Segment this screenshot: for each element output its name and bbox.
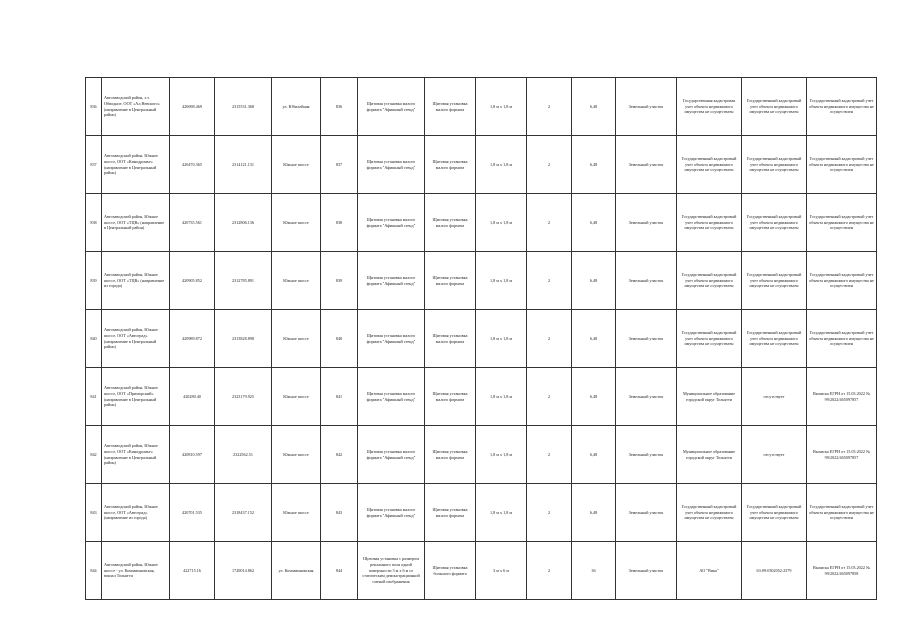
structure-kind-cell: Щитовая установка малого формата — [425, 194, 476, 252]
land-type-cell: Земельный участок — [616, 194, 677, 252]
structure-type-cell: Щитовая установка малого формата "Афишный стенд" — [358, 426, 425, 484]
row-number-cell: 837 — [86, 136, 102, 194]
table-row — [86, 368, 877, 426]
coord-y-cell: 1720014.862 — [215, 542, 272, 600]
structure-kind-cell: Щитовая установка малого формата — [425, 484, 476, 542]
area-cell: 6,48 — [572, 484, 616, 542]
table-row — [86, 542, 877, 600]
sides-cell: 2 — [527, 368, 572, 426]
row-number-cell: 843 — [86, 484, 102, 542]
street-cell: Южное шоссе — [272, 194, 321, 252]
coord-x-cell: 420735.561 — [170, 194, 215, 252]
size-cell: 1,8 м х 1,8 м — [476, 310, 527, 368]
table-row — [86, 484, 877, 542]
address-cell: Автозаводский район, Южное шоссе - ул. Комзавиновская, вокзал Тольятти — [102, 542, 170, 600]
cadastral-cell: отсутствует — [742, 426, 807, 484]
structure-code-cell: 843 — [321, 484, 358, 542]
area-cell: 6,48 — [572, 368, 616, 426]
structure-kind-cell: Щитовая установка малого формата — [425, 368, 476, 426]
area-cell: 6,48 — [572, 194, 616, 252]
land-type-cell: Земельный участок — [616, 368, 677, 426]
registry-cell: Государственный кадастровый учет объекта недвижимого имущества не осуществлен — [807, 136, 877, 194]
size-cell: 1,8 м х 1,8 м — [476, 368, 527, 426]
address-cell: Автозаводский район, з.т. Обводное, ООТ «Ал.Невского» (направление в Центральный район) — [102, 78, 170, 136]
land-type-cell: Земельный участок — [616, 310, 677, 368]
structure-type-cell: Щитовая установка малого формата "Афишный стенд" — [358, 368, 425, 426]
structure-kind-cell: Щитовая установка малого формата — [425, 252, 476, 310]
cadastral-cell: Государственный кадастровый учет объекта недвижимого имущества не осуществлен — [742, 194, 807, 252]
address-cell: Автозаводский район, Южное шоссе, ООТ «Автоград» (направление из города) — [102, 484, 170, 542]
row-number-cell: 844 — [86, 542, 102, 600]
coord-y-cell: 2312806.136 — [215, 194, 272, 252]
cadastral-cell: 63:09:0302052:2379 — [742, 542, 807, 600]
sides-cell: 2 — [527, 426, 572, 484]
structure-code-cell: 841 — [321, 368, 358, 426]
owner-cell: Государственная кадастровая учет объекта недвижимого имущества не осуществлен — [677, 78, 742, 136]
address-cell: Автозаводский район, Южное шоссе, ООТ «Автоград» (направление в Центральный район) — [102, 310, 170, 368]
cadastral-cell: отсутствует — [742, 368, 807, 426]
size-cell: 1,8 м х 1,8 м — [476, 484, 527, 542]
coord-x-cell: 420280.40 — [170, 368, 215, 426]
sides-cell: 2 — [527, 252, 572, 310]
land-type-cell: Земельный участок — [616, 78, 677, 136]
registry-cell: Выписка ЕГРН от 15.03.2022 № 99/2022/465097857 — [807, 368, 877, 426]
owner-cell: Государственный кадастровый учет объекта недвижимого имущества не осуществлен — [677, 484, 742, 542]
registry-cell: Государственный кадастровый учет объекта недвижимого имущества не осуществлен — [807, 194, 877, 252]
structure-kind-cell: Щитовая установка малого формата — [425, 426, 476, 484]
row-number-cell: 839 — [86, 252, 102, 310]
coord-y-cell: 2313828.898 — [215, 310, 272, 368]
structure-code-cell: 837 — [321, 136, 358, 194]
registry-cell: Государственный кадастровый учет объекта недвижимого имущества не осуществлен — [807, 484, 877, 542]
size-cell: 1,8 м х 1,8 м — [476, 426, 527, 484]
table-body — [86, 78, 877, 600]
owner-cell: Государственный кадастровый учет объекта недвижимого имущества не осуществлен — [677, 194, 742, 252]
structure-type-cell: Щитовая установка малого формата "Афишный стенд" — [358, 78, 425, 136]
structure-kind-cell: Щитовая установка малого формата — [425, 136, 476, 194]
address-cell: Автозаводский район, Южное шоссе, ООТ «ТЦВ» (направление в Центральный район) — [102, 194, 170, 252]
row-number-cell: 840 — [86, 310, 102, 368]
owner-cell: Муниципальное образование городской округ Тольятти — [677, 368, 742, 426]
cadastral-cell: Государственный кадастровый учет объекта недвижимого имущества не осуществлен — [742, 78, 807, 136]
structure-type-cell: Щитовая установка малого формата "Афишный стенд" — [358, 194, 425, 252]
structure-type-cell: Щитовая установка малого формата "Афишный стенд" — [358, 484, 425, 542]
land-type-cell: Земельный участок — [616, 484, 677, 542]
land-type-cell: Земельный участок — [616, 136, 677, 194]
coord-y-cell: 2312785.891 — [215, 252, 272, 310]
structure-type-cell: Щитовая установка малого формата "Афишный стенд" — [358, 136, 425, 194]
owner-cell: Государственный кадастровый учет объекта недвижимого имущества не осуществлен — [677, 310, 742, 368]
land-type-cell: Земельный участок — [616, 542, 677, 600]
sides-cell: 2 — [527, 194, 572, 252]
size-cell: 1,8 м х 1,8 м — [476, 252, 527, 310]
row-number-cell: 841 — [86, 368, 102, 426]
area-cell: 36 — [572, 542, 616, 600]
street-cell: Южное шоссе — [272, 310, 321, 368]
coord-x-cell: 420905.852 — [170, 252, 215, 310]
address-cell: Автозаводский район, Южное шоссе, ООТ «Кинодромье» (направление в Центральный район) — [102, 136, 170, 194]
sides-cell: 2 — [527, 484, 572, 542]
row-number-cell: 842 — [86, 426, 102, 484]
structure-code-cell: 838 — [321, 194, 358, 252]
structure-code-cell: 840 — [321, 310, 358, 368]
street-cell: ул. Юбилейная — [272, 78, 321, 136]
size-cell: 1,8 м х 1,8 м — [476, 194, 527, 252]
area-cell: 6,48 — [572, 252, 616, 310]
table-row — [86, 78, 877, 136]
sides-cell: 2 — [527, 310, 572, 368]
coord-x-cell: 420989.872 — [170, 310, 215, 368]
street-cell: Южное шоссе — [272, 426, 321, 484]
street-cell: Южное шоссе — [272, 136, 321, 194]
sides-cell: 2 — [527, 136, 572, 194]
table-row — [86, 310, 877, 368]
area-cell: 6,48 — [572, 310, 616, 368]
row-number-cell: 838 — [86, 194, 102, 252]
area-cell: 6,48 — [572, 78, 616, 136]
structure-code-cell: 844 — [321, 542, 358, 600]
structure-kind-cell: Щитовая установка малого формата — [425, 310, 476, 368]
owner-cell: Муниципальное образование городской округ Тольятти — [677, 426, 742, 484]
area-cell: 6,48 — [572, 136, 616, 194]
land-type-cell: Земельный участок — [616, 252, 677, 310]
registry-cell: Выписка ЕГРН от 15.03.2022 № 99/2022/465097858 — [807, 542, 877, 600]
address-cell: Автозаводский район, Южное шоссе, ООТ «Приморский» (направление в Центральный район) — [102, 368, 170, 426]
street-cell: Южное шоссе — [272, 252, 321, 310]
coord-y-cell: 2314121.131 — [215, 136, 272, 194]
area-cell: 6,48 — [572, 426, 616, 484]
cadastral-cell: Государственный кадастровый учет объекта недвижимого имущества не осуществлен — [742, 136, 807, 194]
table-row — [86, 194, 877, 252]
coord-x-cell: 420810.597 — [170, 426, 215, 484]
structure-code-cell: 836 — [321, 78, 358, 136]
registry-cell: Выписка ЕГРН от 15.03.2022 № 99/2022/465097857 — [807, 426, 877, 484]
street-cell: Южное шоссе — [272, 368, 321, 426]
table-row — [86, 136, 877, 194]
cadastral-cell: Государственный кадастровый учет объекта недвижимого имущества не осуществлен — [742, 252, 807, 310]
structure-type-cell: Щитовая установка с размером рекламного поля одной поверхности 3 м х 6 м со статическим демонстрационной сменой изображения — [358, 542, 425, 600]
size-cell: 3 м х 6 м — [476, 542, 527, 600]
registry-cell: Государственный кадастровый учет объекта недвижимого имущества не осуществлен — [807, 310, 877, 368]
structure-kind-cell: Щитовая установка большого формата — [425, 542, 476, 600]
coord-x-cell: 420470.365 — [170, 136, 215, 194]
size-cell: 1,8 м х 1,8 м — [476, 136, 527, 194]
coord-y-cell: 2322562.51 — [215, 426, 272, 484]
address-cell: Автозаводский район, Южное шоссе, ООТ «Кинодромье» (направление в Центральный район) — [102, 426, 170, 484]
coord-y-cell: 2315531.368 — [215, 78, 272, 136]
row-number-cell: 836 — [86, 78, 102, 136]
owner-cell: АО "Вика" — [677, 542, 742, 600]
registry-cell: Государственный кадастровый учет объекта недвижимого имущества не осуществлен — [807, 78, 877, 136]
table-row — [86, 426, 877, 484]
owner-cell: Государственный кадастровый учет объекта недвижимого имущества не осуществлен — [677, 252, 742, 310]
cadastral-cell: Государственный кадастровый учет объекта недвижимого имущества не осуществлен — [742, 484, 807, 542]
structure-type-cell: Щитовая установка малого формата "Афишный стенд" — [358, 252, 425, 310]
size-cell: 1,8 м х 1,8 м — [476, 78, 527, 136]
owner-cell: Государственный кадастровый учет объекта недвижимого имущества не осуществлен — [677, 136, 742, 194]
advertising-structures-table — [85, 77, 877, 600]
structure-kind-cell: Щитовая установка малого формата — [425, 78, 476, 136]
table-row — [86, 252, 877, 310]
coord-x-cell: 420698.469 — [170, 78, 215, 136]
registry-cell: Государственный кадастровый учет объекта недвижимого имущества не осуществлен — [807, 252, 877, 310]
street-cell: ул. Комзавиновская — [272, 542, 321, 600]
sides-cell: 2 — [527, 542, 572, 600]
structure-code-cell: 842 — [321, 426, 358, 484]
structure-type-cell: Щитовая установка малого формата "Афишный стенд" — [358, 310, 425, 368]
address-cell: Автозаводский район, Южное шоссе, ООТ «ТЦВ» (направление из города) — [102, 252, 170, 310]
sides-cell: 2 — [527, 78, 572, 136]
land-type-cell: Земельный участок — [616, 426, 677, 484]
street-cell: Южное шоссе — [272, 484, 321, 542]
coord-x-cell: 422715.16 — [170, 542, 215, 600]
coord-y-cell: 2323179.925 — [215, 368, 272, 426]
cadastral-cell: Государственный кадастровый учет объекта недвижимого имущества не осуществлен — [742, 310, 807, 368]
coord-y-cell: 2318437.152 — [215, 484, 272, 542]
structure-code-cell: 839 — [321, 252, 358, 310]
coord-x-cell: 420701.535 — [170, 484, 215, 542]
